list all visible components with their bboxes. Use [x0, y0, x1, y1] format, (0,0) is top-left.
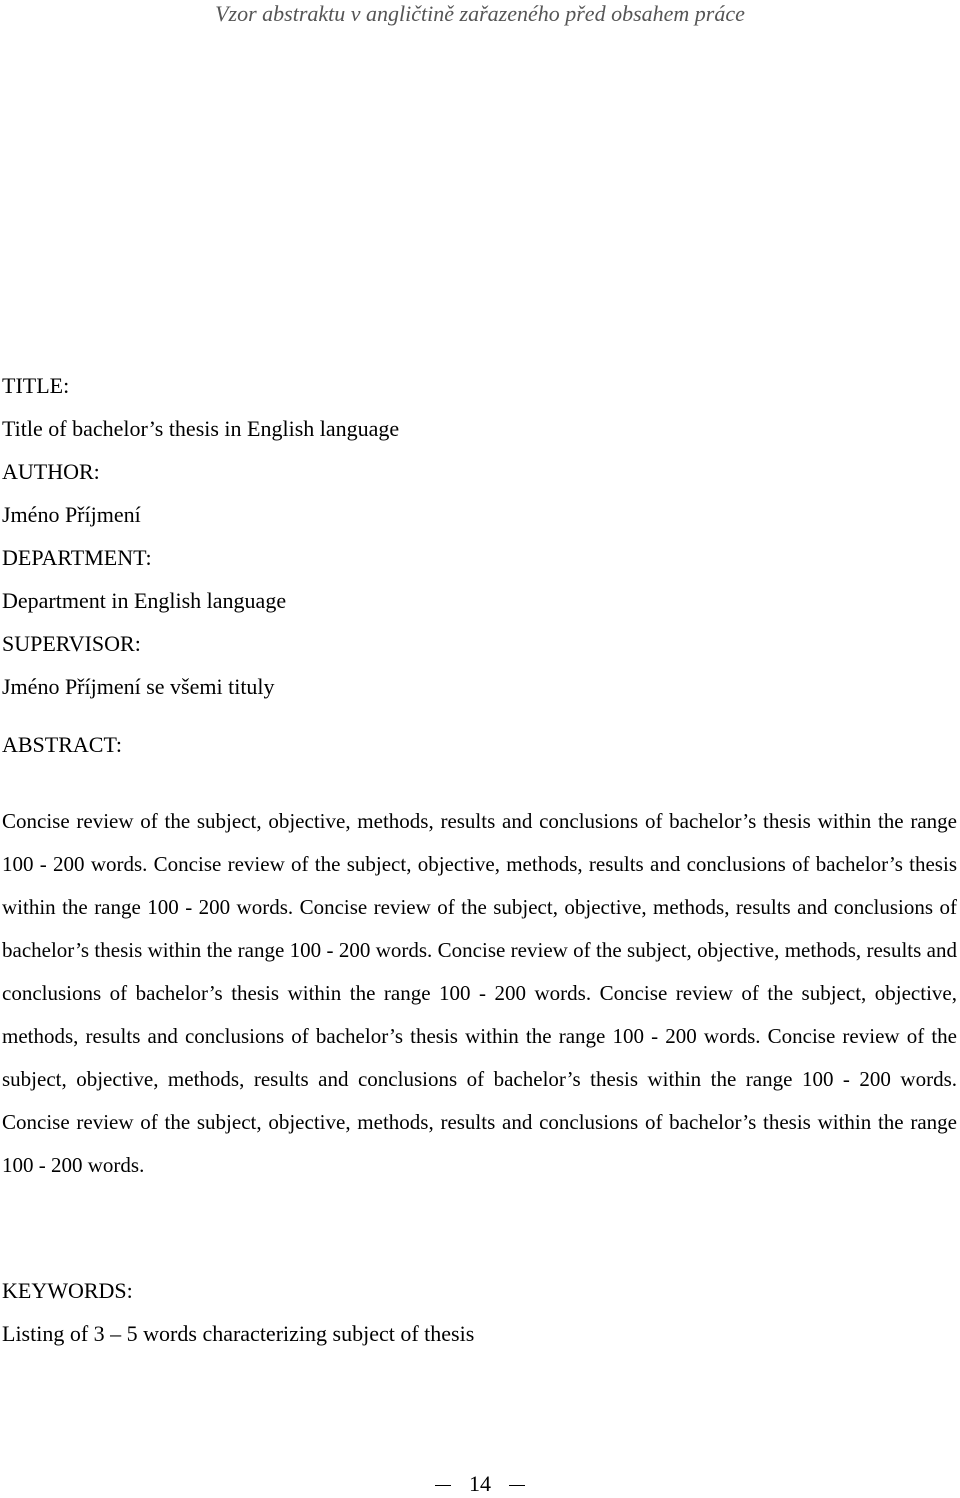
abstract-text: Concise review of the subject, objective, methods, results and conclusions of bachelor’s thesis within the range 100 - 200 words. Concise review of the subject, objective, methods, results and conclusions of bachelor’s thesis within the range 100 - 200 words. Concise review of the subject, objective, methods, results and conclusions of bachelor’s thesis within the range 100 - 200 words. Concise review of the subject, objective, methods, results and conclusions of bachelor’s thesis within the range 100 - 200 words. Concise review of the subject, objective, methods, results and conclusions of bachelor’s thesis within the range 100 - 200 words. Concise review of the subject, objective, methods, results and conclusions of bachelor’s thesis within the range 100 - 200 words. Concise review of the subject, objective, methods, results and conclusions of bachelor’s thesis within the range 100 - 200 words.	[2, 809, 957, 1177]
department-value: Department in English language	[2, 588, 287, 613]
keywords-label: KEYWORDS:	[2, 1278, 133, 1303]
page-number-dash-left	[435, 1485, 451, 1486]
supervisor-value: Jméno Příjmení se všemi tituly	[2, 674, 275, 699]
abstract-label: ABSTRACT:	[2, 732, 122, 757]
title-value: Title of bachelor’s thesis in English language	[2, 416, 400, 441]
department-label: DEPARTMENT:	[2, 545, 152, 570]
running-header: Vzor abstraktu v angličtině zařazeného před obsahem práce	[215, 1, 745, 26]
page-number: 14	[469, 1471, 491, 1496]
author-value: Jméno Příjmení	[2, 502, 141, 527]
supervisor-label: SUPERVISOR:	[2, 631, 141, 656]
page-footer	[0, 1470, 960, 1498]
author-label: AUTHOR:	[2, 459, 100, 484]
title-label: TITLE:	[2, 373, 70, 398]
keywords-text: Listing of 3 – 5 words characterizing subject of thesis	[2, 1321, 475, 1346]
page-number-dash-right	[509, 1485, 525, 1486]
